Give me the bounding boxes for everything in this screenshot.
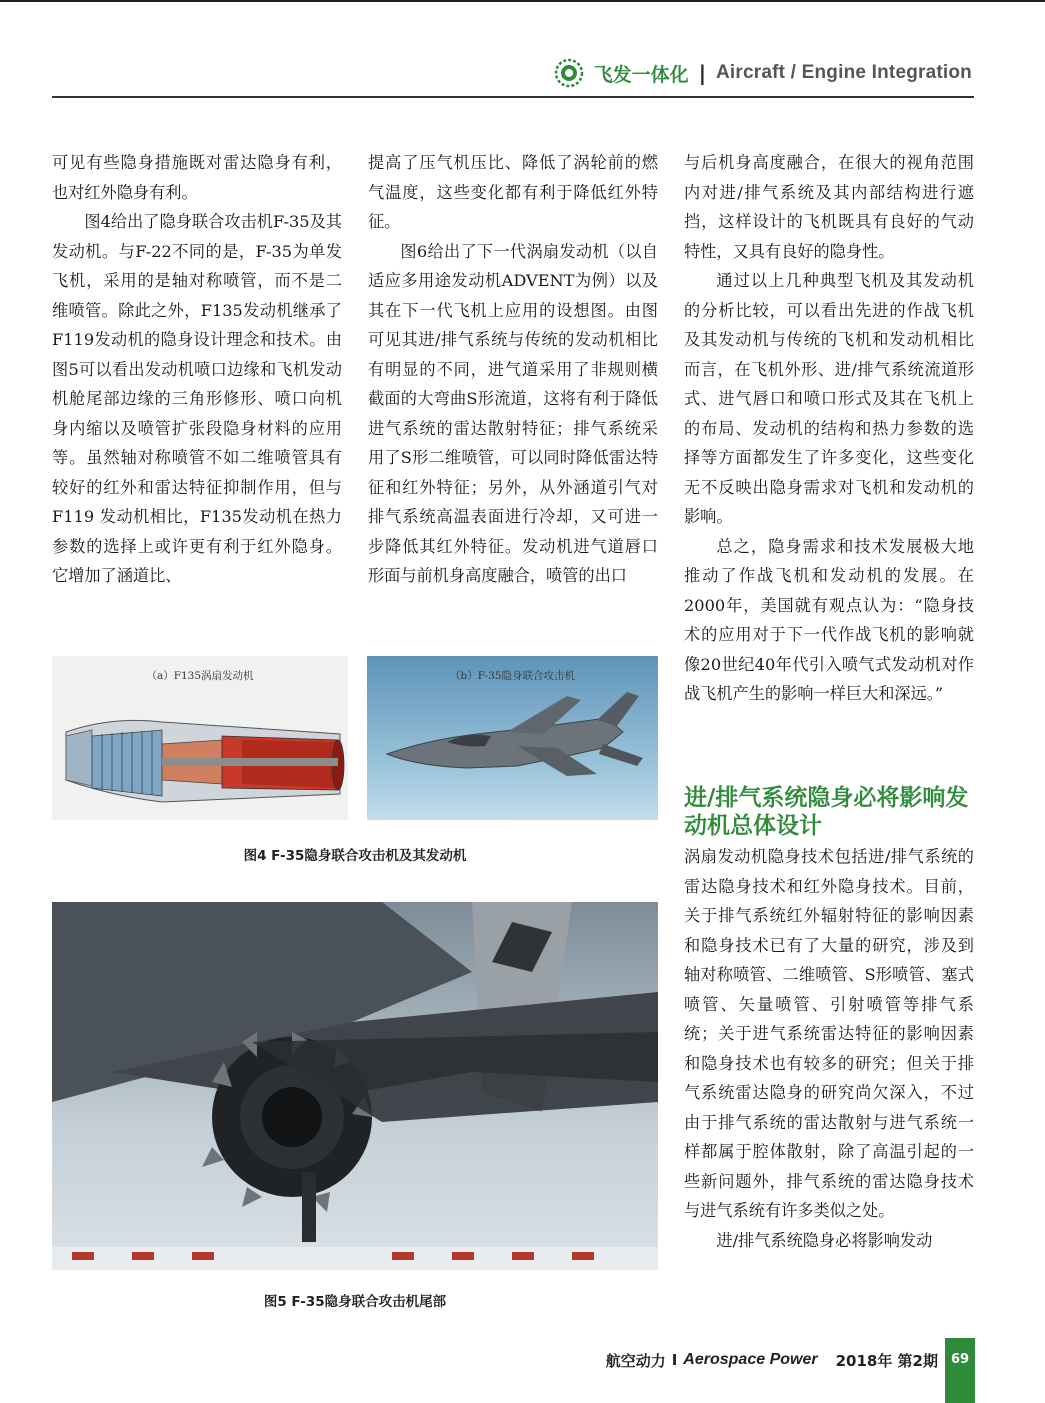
running-header — [0, 55, 972, 91]
footer-issue: 2018年 第2期 — [835, 1351, 938, 1370]
figure-5 — [52, 902, 658, 1270]
paragraph: 可见有些隐身措施既对雷达隐身有利，也对红外隐身有利。 — [52, 153, 342, 202]
section-heading: 进/排气系统隐身必将影响发动机总体设计 — [684, 785, 969, 839]
f35-tail-illustration — [52, 902, 658, 1270]
column-3 — [684, 148, 974, 709]
header-separator: | — [698, 61, 706, 85]
column-2 — [368, 148, 658, 591]
paragraph: 图6给出了下一代涡扇发动机（以自适应多用途发动机ADVENT为例）以及其在下一代飞机上应用的设想图。由图可见其进/排气系统与传统的发动机相比有明显的不同，进气道采用了非规则横截面的大弯曲S形流道，这将有利于降低进气系统的雷达散射特征；排气系统采用了S形二维喷管，可以同时降低雷达特征和红外特征；另外，从外涵道引气对排气系统高温表面进行冷却，又可进一步降低其红外特征。发动机进气道唇口形面与前机身高度融合，喷管的出口 — [368, 241, 658, 585]
paragraph: 与后机身高度融合，在很大的视角范围内对进/排气系统及其内部结构进行遮挡，这样设计的飞机既具有良好的气动特性，又具有良好的隐身性。 — [684, 153, 974, 261]
footer-journal-cn: 航空动力 — [605, 1351, 666, 1370]
figure-4a-engine — [52, 656, 348, 820]
column-1 — [52, 148, 342, 591]
figure-4a-label: （a）F135涡扇发动机 — [146, 670, 254, 682]
header-rule — [52, 96, 974, 98]
figure-4 — [52, 656, 658, 820]
figure-4-caption: 图4 F-35隐身联合攻击机及其发动机 — [243, 848, 467, 864]
page-number: 69 — [945, 1338, 975, 1403]
paragraph: 进/排气系统隐身必将影响发动 — [716, 1230, 933, 1250]
top-rule — [0, 0, 1045, 2]
header-section-cn: 飞发一体化 — [593, 63, 689, 86]
paragraph: 提高了压气机压比、降低了涡轮前的燃气温度，这些变化都有利于降低红外特征。 — [368, 153, 658, 231]
figure-4b-label: （b）F-35隐身联合攻击机 — [450, 670, 575, 682]
column-3-continued — [684, 842, 974, 1255]
paragraph: 总之，隐身需求和技术发展极大地推动了作战飞机和发动机的发展。在2000年，美国就有观点认为：“隐身技术的应用对于下一代作战飞机的影响就像20世纪40年代引入喷气式发动机对作战飞机产生的影响一样巨大和深远。” — [684, 536, 974, 703]
footer-separator: I — [671, 1351, 678, 1369]
figure-4b-aircraft — [367, 656, 658, 820]
paragraph: 涡扇发动机隐身技术包括进/排气系统的雷达隐身技术和红外隐身技术。目前，关于排气系统红外辐射特征的影响因素和隐身技术已有了大量的研究，涉及到轴对称喷管、二维喷管、S形喷管、塞式喷管、矢量喷管、引射喷管等排气系统；关于进气系统雷达特征的影响因素和隐身技术也有较多的研究；但关于排气系统雷达隐身的研究尚欠深入，不过由于排气系统的雷达散射与进气系统一样都属于腔体散射，除了高温引起的一些新问题外，排气系统的雷达隐身技术与进气系统有许多类似之处。 — [684, 847, 974, 1220]
paragraph: 通过以上几种典型飞机及其发动机的分析比较，可以看出先进的作战飞机及其发动机与传统的飞机和发动机相比而言，在飞机外形、进/排气系统流道形式、进气唇口和喷口形式及其在飞机上的布局、发动机的结构和热力参数的选择等方面都发生了许多变化，这些变化无不反映出隐身需求对飞机和发动机的影响。 — [684, 271, 974, 526]
green-sun-logo-icon — [554, 58, 584, 88]
paragraph: 图4给出了隐身联合攻击机F-35及其发动机。与F-22不同的是，F-35为单发飞机，采用的是轴对称喷管，而不是二维喷管。除此之外，F135发动机继承了F119发动机的隐身设计理念和技术。由图5可以看出发动机喷口边缘和飞机发动机舱尾部边缘的三角形修形、喷口向机身内缩以及喷管扩张段隐身材料的应用等。虽然轴对称喷管不如二维喷管具有较好的红外和雷达特征抑制作用，但与F119 发动机相比，F135发动机在热力参数的选择上或许更有利于红外隐身。它增加了涵道比、 — [52, 212, 342, 585]
figure-5-caption: 图5 F-35隐身联合攻击机尾部 — [263, 1294, 447, 1310]
header-section-en: Aircraft / Engine Integration — [716, 62, 972, 83]
page-footer — [0, 1348, 938, 1372]
footer-journal-en: Aerospace Power — [683, 1351, 818, 1368]
